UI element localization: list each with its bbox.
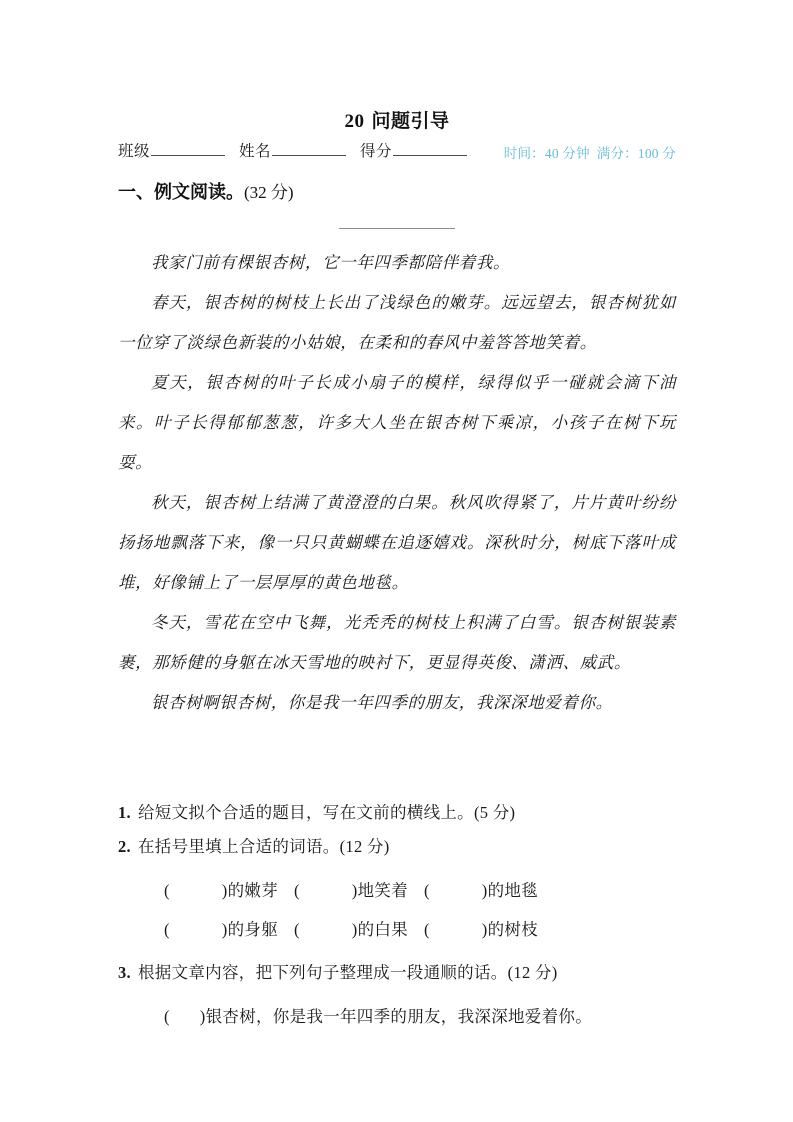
name-label: 姓名 xyxy=(239,143,272,160)
paren-close: ) xyxy=(199,1007,206,1026)
page-title xyxy=(118,106,676,133)
fill-suffix: 地笑着 xyxy=(357,881,408,900)
name-input-rule[interactable] xyxy=(272,142,346,156)
exam-meta xyxy=(504,142,676,162)
section-points: (32 分) xyxy=(244,183,294,202)
paren-open: ( xyxy=(164,1007,170,1026)
question-2-line xyxy=(118,830,676,864)
question-3-number: 3. xyxy=(118,963,131,982)
total-value: 100 分 xyxy=(637,146,676,161)
question-1-points: (5 分) xyxy=(473,803,516,822)
fill-suffix: 的嫩芽 xyxy=(227,881,278,900)
fill-blank-item[interactable] xyxy=(164,871,278,910)
fill-suffix: 的身躯 xyxy=(227,920,278,939)
question-1 xyxy=(118,796,676,830)
score-input-rule[interactable] xyxy=(393,142,467,156)
paren-close: ) xyxy=(221,881,228,900)
question-1-number: 1. xyxy=(118,803,131,822)
time-value: 40 分钟 xyxy=(544,146,590,161)
paren-close: ) xyxy=(221,920,228,939)
class-field[interactable] xyxy=(118,139,225,161)
question-3-line xyxy=(118,956,676,990)
order-item[interactable] xyxy=(118,997,676,1036)
paren-open: ( xyxy=(424,920,430,939)
question-3-points: (12 分) xyxy=(507,963,558,982)
question-2-text: 在括号里填上合适的词语。 xyxy=(137,837,340,856)
fill-blank-item[interactable] xyxy=(294,910,408,949)
passage-paragraph: 我家门前有棵银杏树，它一年四季都陪伴着我。 xyxy=(151,253,511,272)
total-label: 满分： xyxy=(596,146,638,161)
fill-row-2 xyxy=(118,910,676,949)
paper-title-text: 问题引导 xyxy=(371,111,450,132)
paren-close: ) xyxy=(481,881,488,900)
fill-blank-item[interactable] xyxy=(164,910,278,949)
question-3 xyxy=(118,956,676,1036)
order-sentence: 银杏树，你是我一年四季的朋友，我深深地爱着你。 xyxy=(205,1007,592,1026)
questions-list xyxy=(118,796,676,1036)
fill-suffix: 的树枝 xyxy=(487,920,538,939)
passage-title-blank[interactable] xyxy=(118,216,676,234)
passage-title-rule[interactable] xyxy=(339,228,455,229)
passage-paragraph: 夏天，银杏树的叶子长成小扇子的模样，绿得似乎一碰就会滴下油来。叶子长得郁郁葱葱，许多大人坐在银杏树下乘凉，小孩子在树下玩耍。 xyxy=(118,373,676,472)
question-1-text: 给短文拟个合适的题目，写在文前的横线上。 xyxy=(137,803,474,822)
name-field[interactable] xyxy=(239,139,346,161)
spacer xyxy=(118,949,676,956)
passage-paragraph: 银杏树啊银杏树，你是我一年四季的朋友，我深深地爱着你。 xyxy=(151,693,613,712)
question-2-number: 2. xyxy=(118,837,131,856)
score-field[interactable] xyxy=(360,139,467,161)
paren-close: ) xyxy=(481,920,488,939)
paren-open: ( xyxy=(164,881,170,900)
fill-blank-item[interactable] xyxy=(294,871,408,910)
passage-paragraph: 春天，银杏树的树枝上长出了浅绿色的嫩芽。远远望去，银杏树犹如一位穿了淡绿色新装的小姑娘，在柔和的春风中羞答答地笑着。 xyxy=(118,293,676,352)
class-label: 班级 xyxy=(118,143,151,160)
paren-open: ( xyxy=(424,881,430,900)
passage-body xyxy=(118,243,676,723)
passage-paragraph: 秋天，银杏树上结满了黄澄澄的白果。秋风吹得紧了，片片黄叶纷纷扬扬地飘落下来，像一只只黄蝴蝶在追逐嬉戏。深秋时分，树底下落叶成堆，好像铺上了一层厚厚的黄色地毯。 xyxy=(118,493,676,592)
paren-open: ( xyxy=(294,920,300,939)
fill-suffix: 的地毯 xyxy=(487,881,538,900)
spacer xyxy=(118,864,676,871)
fill-suffix: 的白果 xyxy=(357,920,408,939)
spacer xyxy=(118,990,676,997)
paper-number: 20 xyxy=(344,111,365,132)
fill-blank-item[interactable] xyxy=(424,871,538,910)
question-1-line xyxy=(118,796,676,830)
paren-open: ( xyxy=(294,881,300,900)
class-input-rule[interactable] xyxy=(151,142,225,156)
question-2-points: (12 分) xyxy=(339,837,390,856)
question-2 xyxy=(118,830,676,949)
paren-close: ) xyxy=(351,881,358,900)
section-heading xyxy=(118,178,294,204)
time-label: 时间： xyxy=(503,146,545,161)
paren-close: ) xyxy=(351,920,358,939)
fill-row-1 xyxy=(118,871,676,910)
passage-paragraph: 冬天，雪花在空中飞舞，光秃秃的树枝上积满了白雪。银杏树银装素裹，那矫健的身躯在冰天雪地的映衬下，更显得英俊、潇洒、威武。 xyxy=(118,613,676,672)
fill-blank-item[interactable] xyxy=(424,910,538,949)
score-label: 得分 xyxy=(360,143,393,160)
paren-open: ( xyxy=(164,920,170,939)
section-heading-text: 一、例文阅读。 xyxy=(118,182,244,202)
question-3-text: 根据文章内容，把下列句子整理成一段通顺的话。 xyxy=(137,963,508,982)
